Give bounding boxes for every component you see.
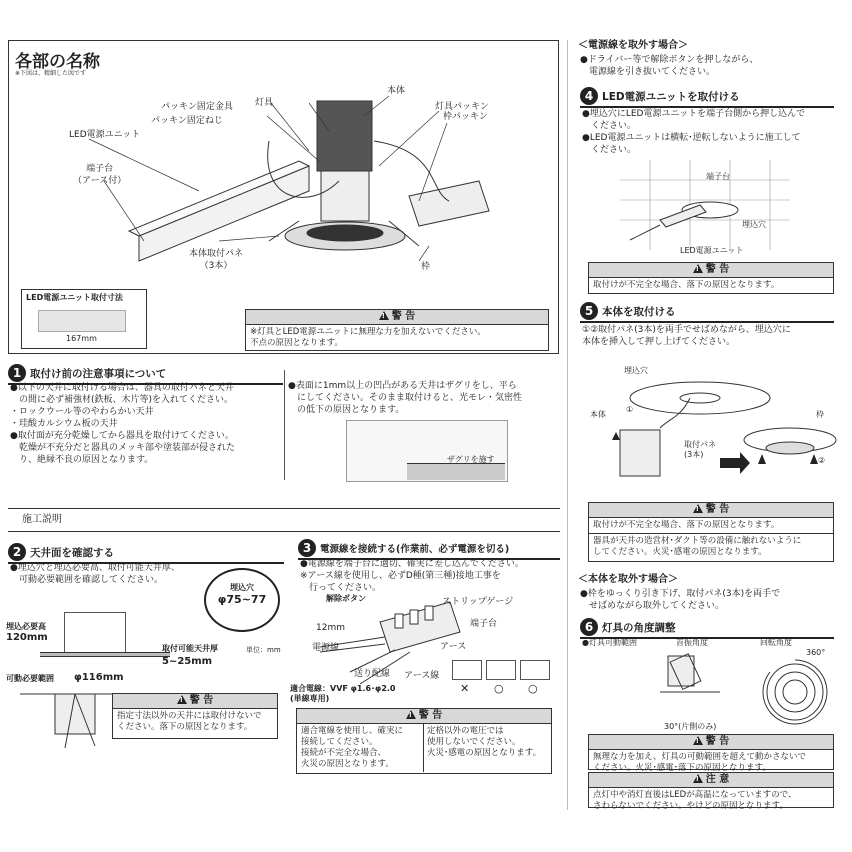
wire-spec: 適合電線：VVF φ1.6･φ2.0 [290,684,396,693]
height-value: 120mm [6,632,48,643]
sec1-divider [284,370,285,480]
wire-samples [452,660,552,696]
label-feed-wire: 送り配線 [354,669,391,679]
sec6-title: 灯具の角度調整 [602,621,676,634]
sec2-warning [112,693,278,739]
sec6-rotate: 回転角度 [760,638,792,647]
sec5-warning [588,502,834,562]
sec2-number: 2 [8,543,26,561]
parts-warning-text: ※灯具とLED電源ユニットに無理な力を加えないでください。 不点の原因となります。 [250,327,486,348]
label-packing-screw: パッキン固定ねじ [151,116,223,126]
label-frame: 枠 [421,262,431,272]
construction-bar [8,508,560,532]
height-diagram [64,612,126,653]
label-power-wire: 電源線 [312,643,340,653]
zaguri-label: ザグリを施す [447,455,495,464]
label-12mm: 12mm [316,623,345,633]
sec6-caution [588,772,834,811]
sec5-number: 5 [580,302,598,320]
range-value: φ116mm [74,672,124,683]
label-sec5-body: 本体 [590,410,606,419]
sec6-warning [588,734,834,773]
column-divider [567,40,568,810]
label-sec5-step2: ② [818,456,826,465]
warning-icon [693,504,703,513]
label-spring: 本体取付パネ （3本） [189,249,244,271]
unit-size-box [21,289,147,349]
label-sec5-hole: 埋込穴 [624,366,648,375]
sec4-warning-title: !警 告 [589,263,833,278]
remove-wire-text: ●ドライバー等で解除ボタンを押しながら、 電源線を引き抜いてください。 [580,55,759,77]
sec5-warning-text-2: 器具が天井の造営材･ダクト等の設備に触れないように してください。火災･感電の原因となります。 [593,536,802,557]
warning-icon [693,264,703,273]
sec4-header [580,87,834,108]
sample-box-3 [520,660,550,680]
sec4-text: ●埋込穴にLED電源ユニットを端子台側から押し込んで ください。 ●LED電源ユニットは横転･逆転しないように施工して ください。 [582,109,806,155]
sec3-number: 3 [298,539,316,557]
sec4-number: 4 [580,87,598,105]
label-earth-wire: アース線 [404,671,440,681]
parts-title: 各部の名称 [15,52,100,72]
sec2-title: 天井面を確認する [30,546,114,559]
sec5-warning-title: !警 告 [589,503,833,518]
sec1-right-text: ●表面に1mm以上の凹凸がある天井はザグリをし、平ら にしてください。そのまま取付けると、光モレ・気密性 の低下の原因となります。 [288,381,523,415]
warning-icon [693,736,703,745]
warning-icon [177,695,187,704]
remove-wire-title: ＜電源線を取外す場合＞ [578,40,688,51]
sec6-number: 6 [580,618,598,636]
sec3-warning [296,708,552,774]
sec3-warning-right: 定格以外の電圧では 使用しないでください。 火災･感電の原因となります。 [427,726,542,758]
height-label: 埋込必要高 [6,622,46,631]
sec6-caution-title: !注 意 [589,773,833,788]
remove-body-text: ●枠をゆっくり引き下げ、取付パネ(3本)を両手で せばめながら取外してください。 [580,589,781,611]
unit-size-value: 167mm [66,334,97,343]
mark-ng: ✕ [460,682,470,695]
sec3-warning-title: !警 告 [297,709,551,724]
remove-body-title: ＜本体を取外す場合＞ [578,574,678,585]
thick-label: 取付可能天井厚 [162,644,218,653]
sec6-warning-title: !警 告 [589,735,833,750]
ceiling-line [40,652,170,657]
sec6-caution-text: 点灯中や消灯直後はLEDが高温になっていますので、 さわらないでください。やけどの原因となります。 [593,790,797,811]
label-packing-bracket: パッキン固定金具 [161,102,233,112]
label-sec5-step1: ① [626,405,634,414]
sec2-text: ●埋込穴と埋込必要高、取付可能天井厚、 可動必要範囲を確認してください。 [10,563,180,585]
sec6-warning-text: 無理な力を加え、灯具の可動範囲を超えて動かさないで ください。火災･感電･落下の原因となります。 [593,752,807,773]
parts-note: ※下図は、精細した図です [15,70,87,77]
hole-circle [204,568,280,632]
caution-icon [693,774,703,783]
sec1-number: 1 [8,364,26,382]
sec2-warning-text: 指定寸法以外の天井には取付けないで ください。落下の原因となります。 [117,711,262,732]
zaguri-step [407,463,505,480]
sample-box-1 [452,660,482,680]
warning-icon [379,311,389,320]
sec5-text: ①②取付パネ(3本)を両手でせばめながら、埋込穴に 本体を挿入して押し上げてください。 [582,325,791,347]
label-led-unit: LED電源ユニット [69,130,141,140]
parts-warning-title: !警 告 [246,310,548,325]
sec6-range: ●灯具可動範囲 [582,638,637,647]
body-insert-diagram [590,368,840,488]
label-lamp-packing: 灯具パッキン [435,102,489,112]
sec2-header [8,543,284,564]
range-label: 可動必要範囲 [6,674,54,683]
thick-value: 5~25mm [162,656,213,667]
sec3-text: ●電源線を端子台に適切、確実に差し込んでください。 ※アース線を使用し、必ずD種(第三種)接地工事を 行ってください。 [300,559,524,593]
sec6-header [580,618,834,639]
sec6-deg360: 360° [806,648,826,657]
sec3-warning-left: 適合電線を使用し、確実に 接続してください。 接続が不完全な場合、 火災の原因となります。 [297,724,424,772]
mark-ok-1: ○ [494,682,504,695]
label-lamp: 灯具 [255,98,274,108]
sec3-title: 電源線を接続する(作業前、必ず電源を切る) [320,544,510,555]
sec1-title: 取付け前の注意事項について [30,367,167,380]
unit-label: 単位：mm [246,646,281,654]
unit-size-shape [38,310,126,332]
sec5-warning-text-1: 取付けが不完全な場合、落下の原因となります。 [589,518,833,534]
construction-title: 施工説明 [22,514,62,525]
sec4-warning-text: 取付けが不完全な場合、落下の原因となります。 [593,280,780,290]
sample-box-2 [486,660,516,680]
sec3-header [298,539,560,560]
hole-label: 埋込穴 [230,583,254,592]
label-sec4-terminal: 端子台 [706,172,730,181]
angle-diagram [590,652,840,732]
sec1-left-text: ●以下の天井に取付ける場合は、器具の取付パネと天井 の間に必ず補強材(鉄板、木片等)を入れてください。 ・ロックウール等のやわらかい天井 ・珪酸カルシウム板の天井 ●取付面が充分乾燥してから器具を取付けてください。 乾燥が不充分だと器具のメッキ部や塗装部が侵された り、絶縁不良の原因となります。 [10,383,236,465]
unit-size-title: LED電源ユニット取付寸法 [26,293,123,302]
parts-warning [245,309,549,351]
zaguri-diagram [346,420,508,482]
sec2-warning-title: !警 告 [113,694,277,709]
label-sec4-unit: LED電源ユニット [680,246,744,255]
label-frame-packing: 枠パッキン [443,112,488,122]
label-terminal: 端子台 （アース付） [73,164,127,186]
sec4-warning [588,262,834,294]
label-sec5-frame: 枠 [816,410,824,419]
label-earth: アース [440,642,467,652]
wire-note: (単線専用) [290,694,330,703]
sec6-deg30: 30°(片側のみ) [664,722,717,731]
warning-icon [406,710,416,719]
mark-ok-2: ○ [528,682,538,695]
label-sec5-spring: 取付パネ (3本) [684,440,716,459]
hole-value: φ75~77 [217,593,267,606]
sec5-header [580,302,834,323]
label-release-button: 解除ボタン [326,594,366,603]
sec5-title: 本体を取付ける [602,305,676,318]
label-strip-gauge: ストリップゲージ [442,597,514,607]
sec6-tilt: 首振角度 [676,638,708,647]
sec4-title: LED電源ユニットを取付ける [602,90,740,103]
parts-name-panel [8,40,559,354]
unit-insert-diagram [620,160,790,260]
label-sec4-hole: 埋込穴 [742,220,766,229]
label-terminal-block: 端子台 [470,619,498,629]
label-body: 本体 [387,86,406,96]
